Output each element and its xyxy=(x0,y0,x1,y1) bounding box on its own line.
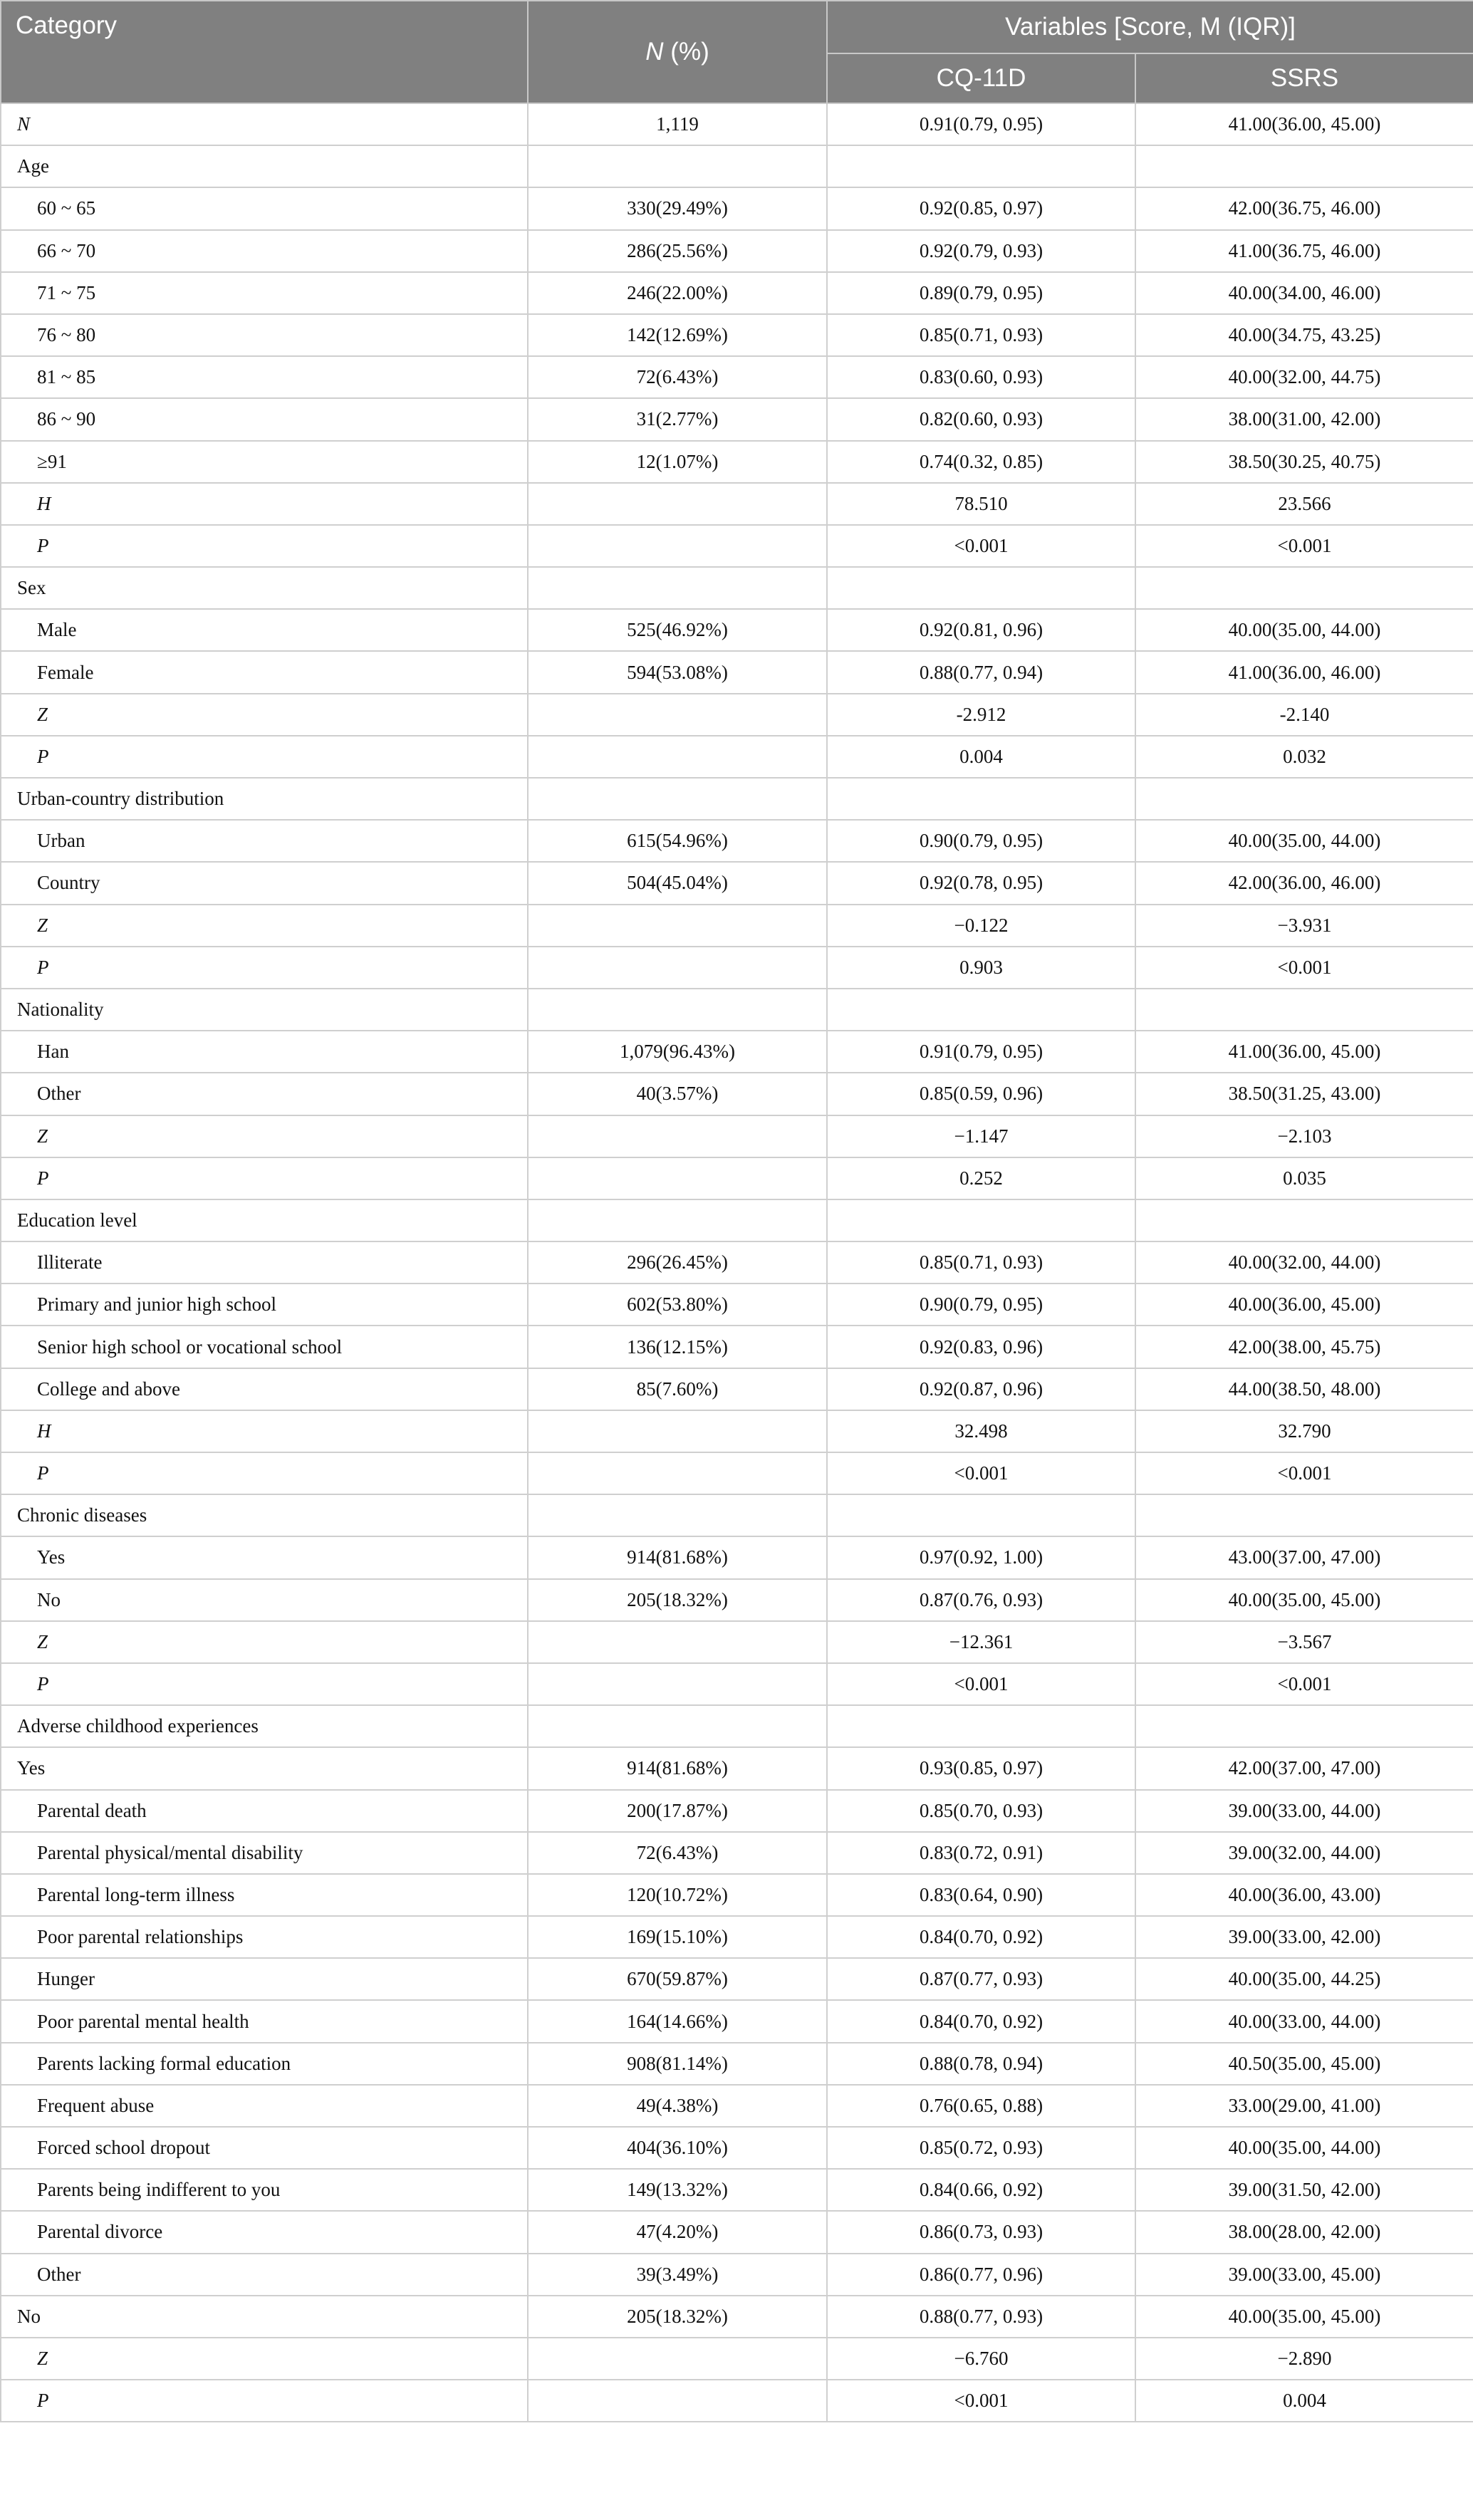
table-row xyxy=(1,145,1473,187)
row-cq11d: 0.85(0.70, 0.93) xyxy=(827,1790,1135,1832)
row-ssrs: 40.00(35.00, 44.00) xyxy=(1135,609,1473,651)
row-label: Urban xyxy=(1,820,528,862)
table-row xyxy=(1,651,1473,693)
row-ssrs: 39.00(31.50, 42.00) xyxy=(1135,2169,1473,2211)
row-cq11d: 0.87(0.77, 0.93) xyxy=(827,1958,1135,2000)
row-label: Age xyxy=(1,145,528,187)
row-label: Chronic diseases xyxy=(1,1494,528,1536)
row-n-percent xyxy=(528,989,827,1031)
table-row xyxy=(1,483,1473,525)
row-ssrs: 44.00(38.50, 48.00) xyxy=(1135,1368,1473,1410)
row-cq11d: 0.92(0.81, 0.96) xyxy=(827,609,1135,651)
row-label: Z xyxy=(1,905,528,947)
row-ssrs: 40.50(35.00, 45.00) xyxy=(1135,2043,1473,2085)
table-row xyxy=(1,2127,1473,2169)
row-ssrs: 40.00(35.00, 44.00) xyxy=(1135,820,1473,862)
header-category: Category xyxy=(1,1,528,103)
row-n-percent xyxy=(528,1494,827,1536)
row-cq11d: 0.91(0.79, 0.95) xyxy=(827,103,1135,145)
row-label: Forced school dropout xyxy=(1,2127,528,2169)
row-ssrs: 40.00(32.00, 44.00) xyxy=(1135,1241,1473,1284)
row-cq11d: 0.84(0.66, 0.92) xyxy=(827,2169,1135,2211)
row-ssrs: 38.50(31.25, 43.00) xyxy=(1135,1073,1473,1115)
row-ssrs: 38.00(31.00, 42.00) xyxy=(1135,398,1473,440)
row-label: Male xyxy=(1,609,528,651)
row-cq11d: 0.92(0.85, 0.97) xyxy=(827,187,1135,229)
row-label: 71 ~ 75 xyxy=(1,272,528,314)
table-row xyxy=(1,2338,1473,2380)
table-header xyxy=(1,1,1473,103)
row-ssrs: 40.00(35.00, 44.25) xyxy=(1135,1958,1473,2000)
header-n-percent xyxy=(528,1,827,103)
row-ssrs xyxy=(1135,778,1473,820)
row-label: College and above xyxy=(1,1368,528,1410)
row-ssrs: 39.00(32.00, 44.00) xyxy=(1135,1832,1473,1874)
table-row xyxy=(1,989,1473,1031)
row-label: P xyxy=(1,947,528,989)
row-ssrs: 43.00(37.00, 47.00) xyxy=(1135,1536,1473,1578)
row-label: Yes xyxy=(1,1536,528,1578)
row-label: P xyxy=(1,736,528,778)
row-n-percent: 149(13.32%) xyxy=(528,2169,827,2211)
row-label: Parental physical/mental disability xyxy=(1,1832,528,1874)
row-label: P xyxy=(1,1452,528,1494)
row-ssrs: 40.00(35.00, 44.00) xyxy=(1135,2127,1473,2169)
header-n-rest: (%) xyxy=(663,38,709,66)
row-label: Z xyxy=(1,2338,528,2380)
row-ssrs: −3.567 xyxy=(1135,1621,1473,1663)
table-row xyxy=(1,314,1473,356)
row-n-percent: 164(14.66%) xyxy=(528,2000,827,2042)
row-ssrs: 40.00(35.00, 45.00) xyxy=(1135,2296,1473,2338)
table-row xyxy=(1,398,1473,440)
row-n-percent: 504(45.04%) xyxy=(528,862,827,904)
row-ssrs: 38.00(28.00, 42.00) xyxy=(1135,2211,1473,2253)
row-cq11d xyxy=(827,1494,1135,1536)
row-cq11d: 0.97(0.92, 1.00) xyxy=(827,1536,1135,1578)
table-row xyxy=(1,2380,1473,2422)
row-cq11d: 0.83(0.72, 0.91) xyxy=(827,1832,1135,1874)
table-row xyxy=(1,947,1473,989)
row-label: 60 ~ 65 xyxy=(1,187,528,229)
row-n-percent: 330(29.49%) xyxy=(528,187,827,229)
row-label: Primary and junior high school xyxy=(1,1284,528,1326)
row-n-percent xyxy=(528,1621,827,1663)
row-ssrs: <0.001 xyxy=(1135,1663,1473,1705)
table-row xyxy=(1,1832,1473,1874)
row-label: Parents lacking formal education xyxy=(1,2043,528,2085)
row-ssrs xyxy=(1135,1494,1473,1536)
row-ssrs: 40.00(33.00, 44.00) xyxy=(1135,2000,1473,2042)
table-row xyxy=(1,1494,1473,1536)
row-cq11d: 0.85(0.71, 0.93) xyxy=(827,1241,1135,1284)
row-cq11d xyxy=(827,1199,1135,1241)
row-label: Other xyxy=(1,1073,528,1115)
table-row xyxy=(1,1536,1473,1578)
row-ssrs xyxy=(1135,1199,1473,1241)
row-label: H xyxy=(1,483,528,525)
row-n-percent: 615(54.96%) xyxy=(528,820,827,862)
row-n-percent: 525(46.92%) xyxy=(528,609,827,651)
row-cq11d xyxy=(827,989,1135,1031)
row-label: Adverse childhood experiences xyxy=(1,1705,528,1747)
row-cq11d xyxy=(827,145,1135,187)
row-cq11d: −1.147 xyxy=(827,1115,1135,1157)
row-n-percent xyxy=(528,1705,827,1747)
row-cq11d: 78.510 xyxy=(827,483,1135,525)
row-n-percent xyxy=(528,1663,827,1705)
row-ssrs: <0.001 xyxy=(1135,1452,1473,1494)
row-ssrs: 40.00(35.00, 45.00) xyxy=(1135,1579,1473,1621)
table-row xyxy=(1,1073,1473,1115)
row-n-percent: 142(12.69%) xyxy=(528,314,827,356)
row-label: N xyxy=(1,103,528,145)
row-cq11d: 0.84(0.70, 0.92) xyxy=(827,1916,1135,1958)
row-n-percent xyxy=(528,2338,827,2380)
table-body xyxy=(1,103,1473,2422)
row-ssrs xyxy=(1135,567,1473,609)
row-ssrs: 33.00(29.00, 41.00) xyxy=(1135,2085,1473,2127)
row-n-percent: 1,119 xyxy=(528,103,827,145)
row-cq11d: -2.912 xyxy=(827,694,1135,736)
row-n-percent: 120(10.72%) xyxy=(528,1874,827,1916)
row-label: Poor parental mental health xyxy=(1,2000,528,2042)
row-label: Urban-country distribution xyxy=(1,778,528,820)
table-row xyxy=(1,272,1473,314)
table-row xyxy=(1,2043,1473,2085)
row-label: 76 ~ 80 xyxy=(1,314,528,356)
header-variables: Variables [Score, M (IQR)] xyxy=(827,1,1473,53)
row-n-percent xyxy=(528,778,827,820)
row-cq11d: 0.85(0.72, 0.93) xyxy=(827,2127,1135,2169)
row-n-percent: 246(22.00%) xyxy=(528,272,827,314)
table-row xyxy=(1,1452,1473,1494)
row-ssrs: 42.00(36.75, 46.00) xyxy=(1135,187,1473,229)
table-row xyxy=(1,1621,1473,1663)
header-ssrs: SSRS xyxy=(1135,53,1473,103)
row-label: Poor parental relationships xyxy=(1,1916,528,1958)
row-ssrs: −2.103 xyxy=(1135,1115,1473,1157)
row-n-percent xyxy=(528,1115,827,1157)
row-ssrs: 40.00(36.00, 43.00) xyxy=(1135,1874,1473,1916)
row-cq11d: 0.86(0.77, 0.96) xyxy=(827,2254,1135,2296)
row-ssrs: 39.00(33.00, 45.00) xyxy=(1135,2254,1473,2296)
row-cq11d: −12.361 xyxy=(827,1621,1135,1663)
row-n-percent: 200(17.87%) xyxy=(528,1790,827,1832)
table-row xyxy=(1,1663,1473,1705)
row-label: Hunger xyxy=(1,1958,528,2000)
row-label: H xyxy=(1,1410,528,1452)
table-row xyxy=(1,187,1473,229)
row-n-percent: 40(3.57%) xyxy=(528,1073,827,1115)
row-label: 66 ~ 70 xyxy=(1,230,528,272)
row-n-percent xyxy=(528,1199,827,1241)
row-ssrs xyxy=(1135,1705,1473,1747)
row-n-percent: 594(53.08%) xyxy=(528,651,827,693)
table-row xyxy=(1,103,1473,145)
row-ssrs: 39.00(33.00, 44.00) xyxy=(1135,1790,1473,1832)
row-label: Country xyxy=(1,862,528,904)
row-ssrs xyxy=(1135,989,1473,1031)
row-cq11d: 32.498 xyxy=(827,1410,1135,1452)
row-ssrs: <0.001 xyxy=(1135,525,1473,567)
table-row xyxy=(1,820,1473,862)
row-label: Z xyxy=(1,694,528,736)
row-ssrs: 39.00(33.00, 42.00) xyxy=(1135,1916,1473,1958)
row-n-percent xyxy=(528,2380,827,2422)
row-n-percent xyxy=(528,694,827,736)
row-n-percent: 205(18.32%) xyxy=(528,1579,827,1621)
table-row xyxy=(1,1199,1473,1241)
row-cq11d: 0.004 xyxy=(827,736,1135,778)
row-n-percent xyxy=(528,1452,827,1494)
row-ssrs: 41.00(36.75, 46.00) xyxy=(1135,230,1473,272)
row-n-percent xyxy=(528,525,827,567)
row-label: Illiterate xyxy=(1,1241,528,1284)
row-ssrs: −3.931 xyxy=(1135,905,1473,947)
row-n-percent xyxy=(528,736,827,778)
row-n-percent: 914(81.68%) xyxy=(528,1747,827,1789)
row-n-percent: 205(18.32%) xyxy=(528,2296,827,2338)
table-row xyxy=(1,2169,1473,2211)
table-row xyxy=(1,1157,1473,1199)
row-ssrs: 23.566 xyxy=(1135,483,1473,525)
table-row xyxy=(1,441,1473,483)
row-label: ≥91 xyxy=(1,441,528,483)
row-n-percent: 914(81.68%) xyxy=(528,1536,827,1578)
row-n-percent: 602(53.80%) xyxy=(528,1284,827,1326)
row-cq11d: <0.001 xyxy=(827,1663,1135,1705)
row-label: P xyxy=(1,1663,528,1705)
row-cq11d: <0.001 xyxy=(827,525,1135,567)
row-cq11d: 0.86(0.73, 0.93) xyxy=(827,2211,1135,2253)
table-row xyxy=(1,1747,1473,1789)
row-label: Parental divorce xyxy=(1,2211,528,2253)
row-ssrs: 42.00(36.00, 46.00) xyxy=(1135,862,1473,904)
row-label: P xyxy=(1,1157,528,1199)
row-ssrs: 40.00(36.00, 45.00) xyxy=(1135,1284,1473,1326)
table-row xyxy=(1,609,1473,651)
row-cq11d: 0.76(0.65, 0.88) xyxy=(827,2085,1135,2127)
table-row xyxy=(1,2296,1473,2338)
table-row xyxy=(1,525,1473,567)
row-cq11d xyxy=(827,567,1135,609)
table-row xyxy=(1,778,1473,820)
row-label: Senior high school or vocational school xyxy=(1,1326,528,1368)
row-label: Parental death xyxy=(1,1790,528,1832)
row-n-percent: 670(59.87%) xyxy=(528,1958,827,2000)
row-n-percent: 908(81.14%) xyxy=(528,2043,827,2085)
row-cq11d: 0.92(0.79, 0.93) xyxy=(827,230,1135,272)
row-ssrs: 0.004 xyxy=(1135,2380,1473,2422)
row-cq11d xyxy=(827,1705,1135,1747)
row-label: 86 ~ 90 xyxy=(1,398,528,440)
table-row xyxy=(1,2085,1473,2127)
row-n-percent: 31(2.77%) xyxy=(528,398,827,440)
row-cq11d: 0.89(0.79, 0.95) xyxy=(827,272,1135,314)
table-row xyxy=(1,1368,1473,1410)
row-label: Yes xyxy=(1,1747,528,1789)
row-label: P xyxy=(1,2380,528,2422)
table-row xyxy=(1,694,1473,736)
row-cq11d: 0.84(0.70, 0.92) xyxy=(827,2000,1135,2042)
row-n-percent: 39(3.49%) xyxy=(528,2254,827,2296)
row-n-percent: 1,079(96.43%) xyxy=(528,1031,827,1073)
row-cq11d: <0.001 xyxy=(827,2380,1135,2422)
row-ssrs: -2.140 xyxy=(1135,694,1473,736)
row-n-percent: 12(1.07%) xyxy=(528,441,827,483)
row-n-percent: 169(15.10%) xyxy=(528,1916,827,1958)
row-cq11d xyxy=(827,778,1135,820)
row-cq11d: 0.82(0.60, 0.93) xyxy=(827,398,1135,440)
row-ssrs: 42.00(37.00, 47.00) xyxy=(1135,1747,1473,1789)
row-cq11d: 0.90(0.79, 0.95) xyxy=(827,1284,1135,1326)
row-n-percent: 47(4.20%) xyxy=(528,2211,827,2253)
row-label: No xyxy=(1,1579,528,1621)
row-n-percent: 296(26.45%) xyxy=(528,1241,827,1284)
row-ssrs: 40.00(34.75, 43.25) xyxy=(1135,314,1473,356)
table-row xyxy=(1,230,1473,272)
table-row xyxy=(1,1579,1473,1621)
row-cq11d: 0.85(0.59, 0.96) xyxy=(827,1073,1135,1115)
row-ssrs: 0.032 xyxy=(1135,736,1473,778)
row-cq11d: 0.90(0.79, 0.95) xyxy=(827,820,1135,862)
row-n-percent: 72(6.43%) xyxy=(528,356,827,398)
row-cq11d: 0.74(0.32, 0.85) xyxy=(827,441,1135,483)
row-n-percent xyxy=(528,145,827,187)
table-row xyxy=(1,1284,1473,1326)
row-n-percent: 49(4.38%) xyxy=(528,2085,827,2127)
row-ssrs: −2.890 xyxy=(1135,2338,1473,2380)
header-n-italic: N xyxy=(645,38,664,66)
table-row xyxy=(1,567,1473,609)
row-cq11d: 0.88(0.77, 0.93) xyxy=(827,2296,1135,2338)
row-n-percent xyxy=(528,1410,827,1452)
row-n-percent: 286(25.56%) xyxy=(528,230,827,272)
table-row xyxy=(1,2000,1473,2042)
row-label: 81 ~ 85 xyxy=(1,356,528,398)
row-n-percent xyxy=(528,1157,827,1199)
row-label: Education level xyxy=(1,1199,528,1241)
row-cq11d: 0.252 xyxy=(827,1157,1135,1199)
row-ssrs: 41.00(36.00, 45.00) xyxy=(1135,1031,1473,1073)
row-label: Frequent abuse xyxy=(1,2085,528,2127)
header-cq11d: CQ-11D xyxy=(827,53,1135,103)
table-row xyxy=(1,862,1473,904)
row-n-percent xyxy=(528,947,827,989)
row-label: Other xyxy=(1,2254,528,2296)
row-label: Sex xyxy=(1,567,528,609)
row-cq11d: 0.92(0.83, 0.96) xyxy=(827,1326,1135,1368)
row-n-percent xyxy=(528,483,827,525)
row-ssrs: 42.00(38.00, 45.75) xyxy=(1135,1326,1473,1368)
row-cq11d: 0.92(0.87, 0.96) xyxy=(827,1368,1135,1410)
row-cq11d: 0.92(0.78, 0.95) xyxy=(827,862,1135,904)
row-cq11d: −6.760 xyxy=(827,2338,1135,2380)
table-row xyxy=(1,1705,1473,1747)
row-ssrs: 32.790 xyxy=(1135,1410,1473,1452)
row-ssrs: 40.00(34.00, 46.00) xyxy=(1135,272,1473,314)
row-label: No xyxy=(1,2296,528,2338)
row-n-percent: 85(7.60%) xyxy=(528,1368,827,1410)
row-label: Han xyxy=(1,1031,528,1073)
row-cq11d: 0.87(0.76, 0.93) xyxy=(827,1579,1135,1621)
table-row xyxy=(1,1916,1473,1958)
row-label: Parental long-term illness xyxy=(1,1874,528,1916)
row-label: P xyxy=(1,525,528,567)
row-cq11d: <0.001 xyxy=(827,1452,1135,1494)
row-ssrs: <0.001 xyxy=(1135,947,1473,989)
row-ssrs: 40.00(32.00, 44.75) xyxy=(1135,356,1473,398)
table-row xyxy=(1,736,1473,778)
table-row xyxy=(1,1115,1473,1157)
row-n-percent: 72(6.43%) xyxy=(528,1832,827,1874)
table-row xyxy=(1,1031,1473,1073)
row-label: Nationality xyxy=(1,989,528,1031)
row-n-percent: 404(36.10%) xyxy=(528,2127,827,2169)
row-cq11d: −0.122 xyxy=(827,905,1135,947)
row-n-percent: 136(12.15%) xyxy=(528,1326,827,1368)
row-cq11d: 0.903 xyxy=(827,947,1135,989)
row-label: Z xyxy=(1,1115,528,1157)
row-ssrs: 41.00(36.00, 46.00) xyxy=(1135,651,1473,693)
table-row xyxy=(1,1790,1473,1832)
table-row xyxy=(1,356,1473,398)
row-ssrs: 38.50(30.25, 40.75) xyxy=(1135,441,1473,483)
row-cq11d: 0.91(0.79, 0.95) xyxy=(827,1031,1135,1073)
row-label: Parents being indifferent to you xyxy=(1,2169,528,2211)
row-n-percent xyxy=(528,905,827,947)
row-ssrs: 0.035 xyxy=(1135,1157,1473,1199)
row-n-percent xyxy=(528,567,827,609)
row-cq11d: 0.93(0.85, 0.97) xyxy=(827,1747,1135,1789)
table-row xyxy=(1,1241,1473,1284)
table-row xyxy=(1,1410,1473,1452)
table-row xyxy=(1,1874,1473,1916)
row-label: Z xyxy=(1,1621,528,1663)
row-cq11d: 0.85(0.71, 0.93) xyxy=(827,314,1135,356)
row-cq11d: 0.83(0.64, 0.90) xyxy=(827,1874,1135,1916)
table-row xyxy=(1,1326,1473,1368)
row-label: Female xyxy=(1,651,528,693)
table-row xyxy=(1,905,1473,947)
table-row xyxy=(1,2211,1473,2253)
row-cq11d: 0.83(0.60, 0.93) xyxy=(827,356,1135,398)
table-row xyxy=(1,1958,1473,2000)
table-row xyxy=(1,2254,1473,2296)
row-cq11d: 0.88(0.78, 0.94) xyxy=(827,2043,1135,2085)
row-ssrs: 41.00(36.00, 45.00) xyxy=(1135,103,1473,145)
row-cq11d: 0.88(0.77, 0.94) xyxy=(827,651,1135,693)
row-ssrs xyxy=(1135,145,1473,187)
